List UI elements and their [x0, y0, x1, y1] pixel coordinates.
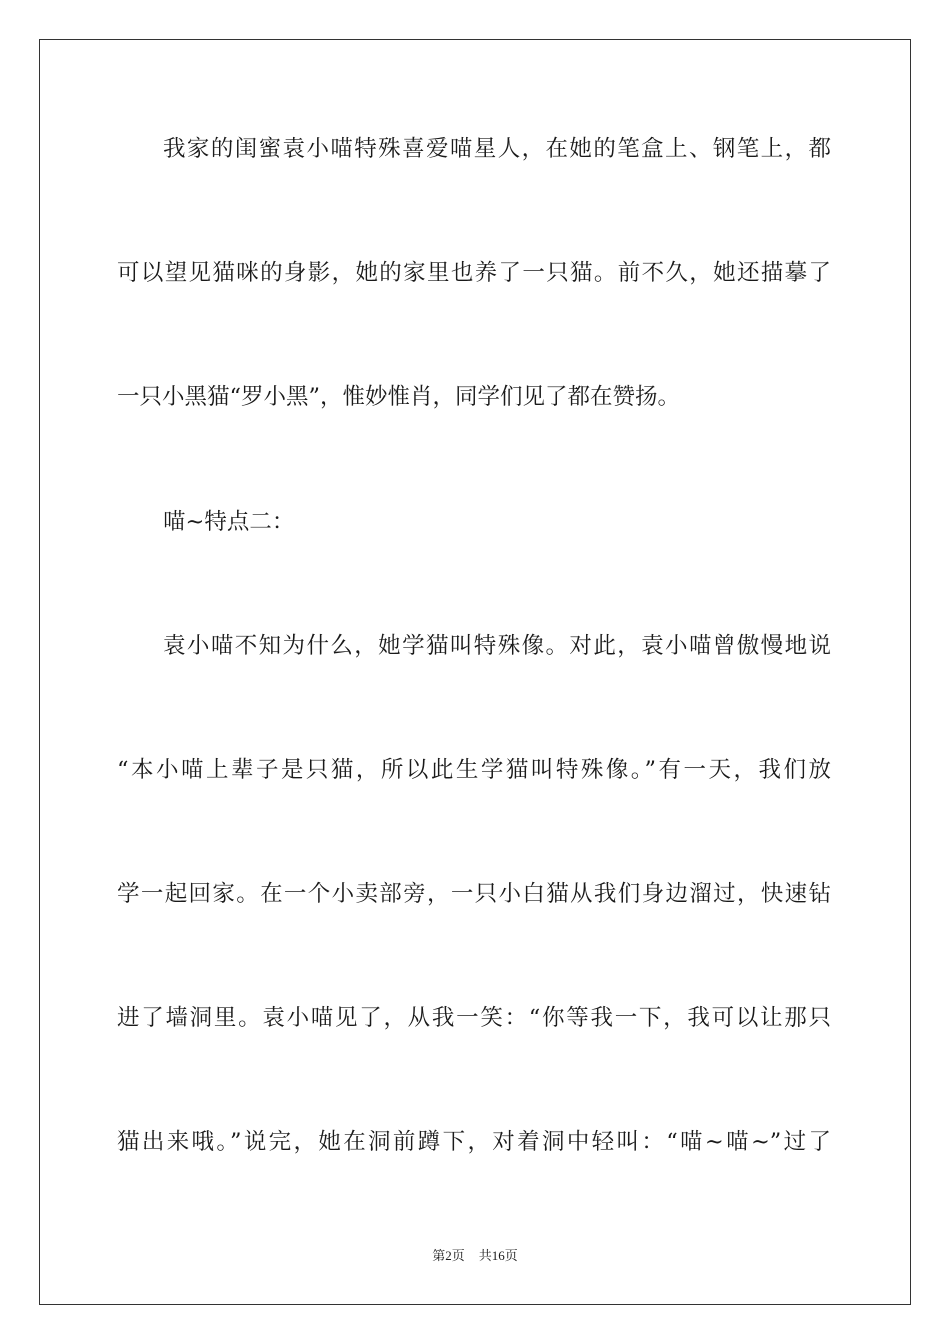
- paragraph-line: “本小喵上辈子是只猫，所以此生学猫叫特殊像。”有一天，我们放: [117, 757, 831, 783]
- paragraph-line: 袁小喵不知为什么，她学猫叫特殊像。对此，袁小喵曾傲慢地说: [163, 633, 831, 659]
- page-total: 共16页: [478, 1248, 518, 1263]
- paragraph-line: 我家的闺蜜袁小喵特殊喜爱喵星人，在她的笔盒上、钢笔上，都: [163, 136, 831, 162]
- paragraph-line: 猫出来哦。”说完，她在洞前蹲下，对着洞中轻叫：“喵~喵~”过了: [117, 1129, 831, 1155]
- paragraph-line: 学一起回家。在一个小卖部旁，一只小白猫从我们身边溜过，快速钻: [117, 881, 831, 907]
- paragraph-line: 一只小黑猫“罗小黑”，惟妙惟肖，同学们见了都在赞扬。: [117, 384, 681, 410]
- page-number: 第2页: [432, 1248, 465, 1263]
- page-footer: [0, 1247, 950, 1265]
- paragraph-line: 进了墙洞里。袁小喵见了，从我一笑：“你等我一下，我可以让那只: [117, 1005, 831, 1031]
- page-border: [39, 39, 911, 1305]
- section-heading: 喵~特点二：: [163, 509, 295, 535]
- paragraph-line: 可以望见猫咪的身影，她的家里也养了一只猫。前不久，她还描摹了: [117, 260, 831, 286]
